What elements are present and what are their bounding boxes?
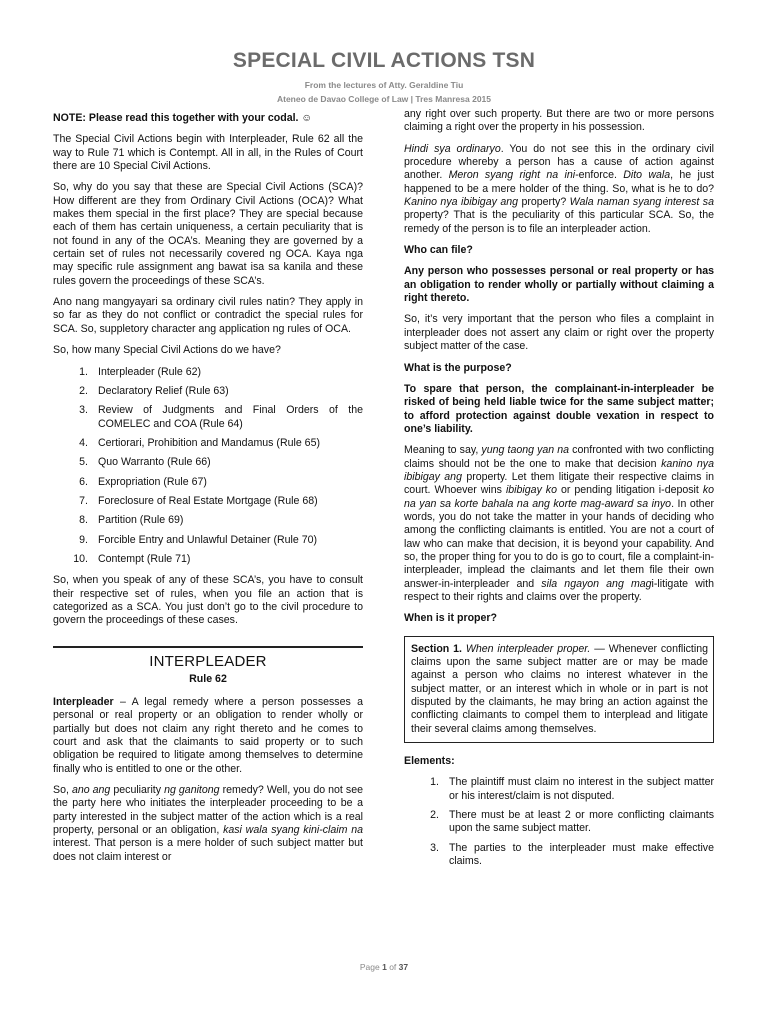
consult-rules-paragraph: So, when you speak of any of these SCA’s, you have to consult their respective set of rules, when you file an action that is categorized as a SCA. You just don’t go to the civil procedure to govern the proceedings of these cases.	[53, 574, 363, 627]
section-number: Section 1.	[411, 642, 462, 655]
when-proper-question: When is it proper?	[404, 612, 497, 625]
list-item: 1. The plaintiff must claim no interest in the subject matter or his interest/claim is not disputed.	[430, 776, 714, 802]
sca-list	[53, 366, 363, 567]
note-paragraph: NOTE: Please read this together with your codal. ☺	[53, 112, 313, 124]
purpose-answer: To spare that person, the complainant-in-interpleader be risked of being held liable twice for the same subject matter; to afford protection against double vexation in respect to one’s liability.	[404, 382, 714, 435]
list-item: 2. Declaratory Relief (Rule 63)	[79, 384, 229, 397]
meaning-paragraph: Meaning to say, yung taong yan na confronted with two conflicting claims should not be the one to make that decision kanino nya ibibigay ang property. Let them litigate their respective claims in court. Whoever wins ibibigay ko or pending litigation i-deposit ko na yan sa korte bahala na ang korte mag-award sa inyo. In other words, you do not take the matter in your hands of deciding who among the conflicting claimants is entitled. You are not a court of law who can make that decision, it is beyond your capability. And so, the proper thing for you to do is go to court, file a complaint-in-interpleader, implead the claimants and let them file their own answer-in-interpleader and sila ngayon ang magi-litigate with respect to their rights and claims over the property.	[404, 444, 715, 603]
list-item: 10. Contempt (Rule 71)	[73, 552, 191, 565]
document-subtitle-2: Ateneo de Davao College of Law | Tres Manresa 2015	[276, 94, 491, 105]
who-can-file-question: Who can file?	[404, 244, 473, 257]
list-item: 7. Foreclosure of Real Estate Mortgage (Rule 68)	[79, 494, 318, 507]
document-header	[0, 48, 768, 105]
list-item: 3. Review of Judgments and Final Orders of the COMELEC and COA (Rule 64)	[79, 404, 363, 430]
continuation-paragraph: any right over such property. But there are two or more persons claiming a right over the property in his possession.	[404, 108, 714, 134]
elements-label: Elements:	[404, 755, 455, 768]
interpleader-section-heading	[53, 646, 363, 686]
purpose-question: What is the purpose?	[404, 361, 512, 374]
section-caption: When interpleader proper.	[465, 642, 591, 655]
how-many-paragraph: So, how many Special Civil Actions do we have?	[53, 344, 281, 357]
sca-vs-oca-paragraph: So, why do you say that these are Special Civil Actions (SCA)? How different are they from Ordinary Civil Actions (OCA)? What makes them special in the first place? They are special because each of them has certain uniqueness, a certain peculiarity that is not found in any of the OCA’s. Meaning they are governed by a certain set of rules not necessarily covered ng OCA. Kaya nga may specific rule assignment ang bawat isa sa kanila and these rules govern the proceedings of these SCA’s.	[53, 181, 363, 287]
document-title: SPECIAL CIVIL ACTIONS TSN	[232, 49, 536, 72]
ordinaryo-paragraph: Hindi sya ordinaryo. You do not see this in the ordinary civil procedure whereby a person has a cause of action against another. Meron syang right na ini-enforce. Dito wala, he just happened to be a mere holder of the thing. So, what is he to do? Kanino nya ibibigay ang property? Wala naman syang interest sa property? That is the peculiarity of this particular SCA. So, the remedy of the person is to file an interpleader action.	[404, 142, 714, 235]
list-item: 5. Quo Warranto (Rule 66)	[79, 456, 211, 469]
intro-paragraph: The Special Civil Actions begin with Interpleader, Rule 62 all the way to Rule 71 which is Contempt. All in all, in the Rules of Court there are 10 Special Civil Actions.	[53, 133, 363, 173]
list-item: 8. Partition (Rule 69)	[79, 514, 184, 527]
peculiarity-paragraph: So, ano ang peculiarity ng ganitong remedy? Well, you do not see the party here who initiates the interpleader proceeding to be a party interested in the subject matter of the action which is a real property, personal or an obligation, kasi wala syang kini-claim na interest. That person is a mere holder of such subject matter but does not claim interest or	[53, 783, 363, 863]
list-item: 6. Expropriation (Rule 67)	[79, 475, 207, 488]
ordinary-rules-paragraph: Ano nang mangyayari sa ordinary civil rules natin? They apply in so far as they do not conflict or contradict the special rules for SCA. So, suppletory character ang application ng rules of OCA.	[53, 296, 363, 335]
document-subtitle: From the lectures of Atty. Geraldine Tiu	[304, 80, 464, 91]
list-item: 1. Interpleader (Rule 62)	[79, 365, 202, 378]
who-can-file-answer: Any person who possesses personal or real property or has an obligation to render wholly or partially without claiming a right thereto.	[404, 265, 714, 305]
definition-term: Interpleader	[53, 695, 114, 708]
section-rule: Rule 62	[189, 672, 227, 685]
section-1-box: Section 1. When interpleader proper. — Whenever conflicting claims upon the same subject matter are or may be made against a person who claims no interest whatever in the subject matter, or an interest which in whole or in part is not disputed by the claimants, he may bring an action against the conflicting claimants to compel them to interplead and litigate their several claims among themselves.	[404, 636, 714, 743]
page-total: 37	[398, 962, 409, 972]
right-column	[404, 108, 714, 877]
no-claim-paragraph: So, it’s very important that the person who files a complaint in interpleader does not assert any claim or right over the property subject matter of the case.	[404, 313, 714, 353]
list-item: 9. Forcible Entry and Unlawful Detainer (Rule 70)	[79, 533, 318, 546]
section-title: INTERPLEADER	[149, 652, 267, 670]
list-item: 4. Certiorari, Prohibition and Mandamus (Rule 65)	[79, 436, 320, 449]
interpleader-definition: Interpleader – A legal remedy where a person possesses a personal or real property or an obligation to render wholly or partially but does not claim any right thereto and he comes to court and ask that the claimants to said property or to such obligation be required to litigate among themselves to determine finally who is entitled to one or the other.	[53, 695, 363, 775]
page-footer: Page 1 of 37	[359, 962, 409, 972]
page-number: 1	[382, 962, 387, 972]
left-column	[53, 112, 363, 872]
list-item: 2. There must be at least 2 or more conflicting claimants upon the same subject matter.	[430, 809, 714, 835]
elements-list	[404, 776, 714, 868]
list-item: 3. The parties to the interpleader must make effective claims.	[430, 841, 714, 868]
